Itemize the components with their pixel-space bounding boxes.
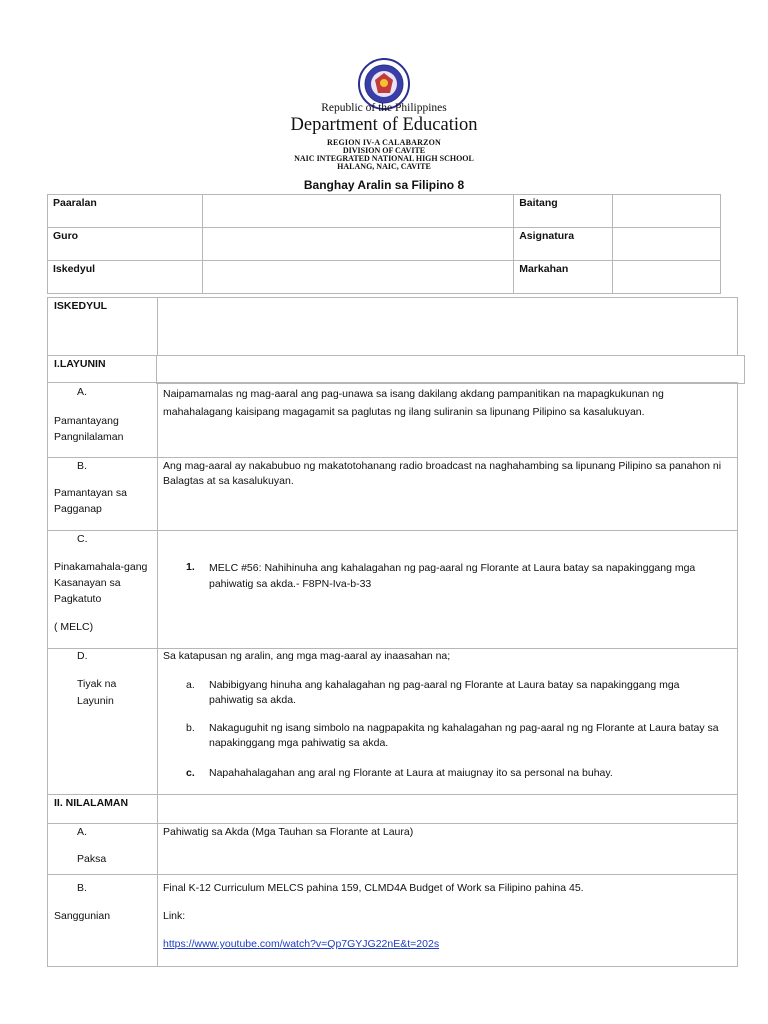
row-d-label-cell [47, 648, 158, 795]
sanggunian-letter: B. [77, 882, 87, 894]
guro-value[interactable] [202, 228, 513, 261]
list-item: Nakaguguhit ng isang simbolo na nagpapakita ng kahalagahan ng pag-aaral ng ng Florante at Laura batay sa napakinggang mga pahiwatig sa akda. [209, 722, 719, 749]
list-item: Nabibigyang hinuha ang kahalagahan ng pag-aaral ng Florante at Laura batay sa napakinggang mga pahiwatig sa akda. [209, 679, 680, 706]
lesson-plan-title: Banghay Aralin sa Filipino 8 [303, 178, 465, 192]
row-d-label-2: Layunin [77, 695, 114, 707]
address-heading: HALANG, NAIC, CAVITE [337, 162, 431, 171]
department-heading: Department of Education [290, 115, 478, 135]
markahan-label: Markahan [514, 261, 613, 294]
youtube-link[interactable]: https://www.youtube.com/watch?v=Qp7GYJG22nE&t=202s [163, 938, 440, 950]
iskedyul-heading: ISKEDYUL [54, 300, 108, 312]
paksa-label: Paksa [77, 853, 107, 865]
paaralan-value[interactable] [202, 195, 513, 228]
row-c-text: MELC #56: Nahihinuha ang kahalagahan ng pag-aaral ng Florante at Laura batay sa napakinggang mga pahiwatig sa akda.- F8PN-Iva-b-33 [209, 562, 696, 590]
asignatura-label: Asignatura [514, 228, 613, 261]
layunin-heading: I.LAYUNIN [54, 358, 106, 370]
info-table [47, 194, 721, 294]
row-c-number: 1. [186, 561, 195, 573]
markahan-value[interactable] [613, 261, 721, 294]
row-b-text: Ang mag-aaral ay nakabubuo ng makatotohanang radio broadcast na naghahambing sa lipunang Pilipino sa panahon ni Balagtas at sa kasalukuyan. [163, 460, 722, 487]
division-heading: DIVISION OF CAVITE [342, 146, 426, 155]
republic-heading: Republic of the Philippines [321, 102, 447, 114]
layunin-value-cell [156, 355, 745, 384]
region-heading: REGION IV-A CALABARZON [326, 138, 442, 147]
guro-label: Guro [48, 228, 203, 261]
paksa-label-cell [47, 823, 158, 875]
baitang-label: Baitang [514, 195, 613, 228]
asignatura-value[interactable] [613, 228, 721, 261]
row-d-letter: D. [77, 650, 88, 662]
row-b-label: Pamantayan sa Pagganap [54, 487, 127, 515]
paksa-text: Pahiwatig sa Akda (Mga Tauhan sa Florante at Laura) [163, 826, 414, 838]
list-item-marker: a. [186, 679, 195, 691]
row-d-label-1: Tiyak na [77, 678, 117, 690]
iskedyul-label: Iskedyul [48, 261, 203, 294]
list-item: Napahahalagahan ang aral ng Florante at Laura at maiugnay ito sa personal na buhay. [209, 767, 613, 779]
row-b-letter: B. [77, 460, 87, 472]
nilalaman-heading: II. NILALAMAN [54, 797, 129, 809]
list-item-marker: c. [186, 767, 195, 779]
sanggunian-label: Sanggunian [54, 910, 111, 922]
row-c-label: Pinakamahala-gang Kasanayan sa Pagkatuto [54, 561, 148, 605]
row-a-letter: A. [77, 386, 87, 398]
iskedyul-row-value-cell[interactable] [157, 297, 738, 356]
paaralan-label: Paaralan [48, 195, 203, 228]
row-a-label: Pamantayang Pangnilalaman [54, 415, 124, 443]
iskedyul-value[interactable] [202, 261, 513, 294]
row-c-letter: C. [77, 533, 88, 545]
list-item-marker: b. [186, 722, 195, 734]
nilalaman-value-cell [157, 794, 738, 824]
row-c-melc: ( MELC) [54, 621, 94, 633]
baitang-value[interactable] [613, 195, 721, 228]
sanggunian-text: Final K-12 Curriculum MELCS pahina 159, CLMD4A Budget of Work sa Filipino pahina 45. [163, 882, 584, 894]
school-heading: NAIC INTEGRATED NATIONAL HIGH SCHOOL [294, 154, 474, 163]
link-label: Link: [163, 910, 186, 922]
row-d-intro: Sa katapusan ng aralin, ang mga mag-aaral ay inaasahan na; [163, 650, 451, 662]
paksa-letter: A. [77, 826, 87, 838]
row-a-text: Naipamamalas ng mag-aaral ang pag-unawa sa isang dakilang akdang pampanitikan na mapagkukunan ng mahahalagang kaisipang magagamit sa paglutas ng ilang suliranin sa lipunang Pilipino sa kasalukuyan. [163, 388, 664, 418]
